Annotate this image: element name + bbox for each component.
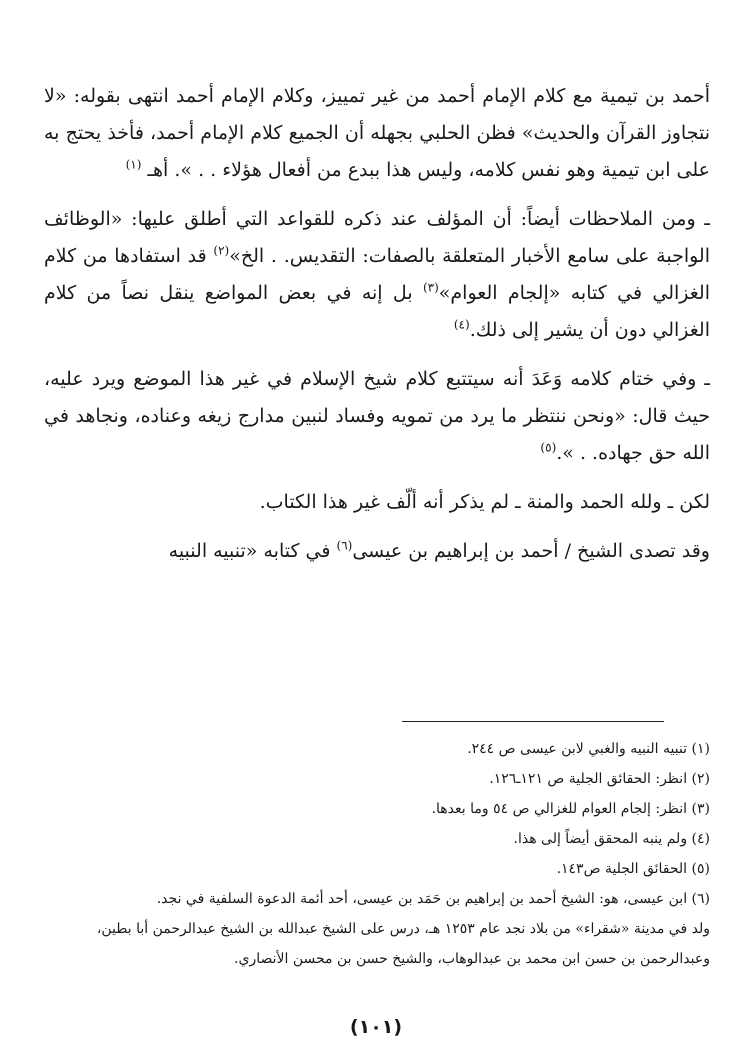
footnote-ref-2: (٢): [213, 243, 230, 258]
footnote-4: (٤) ولم ينبه المحقق أيضاً إلى هذا.: [513, 831, 710, 847]
footnote-2: (٢) انظر: الحقائق الجلية ص ١٢١ـ١٢٦.: [489, 771, 710, 787]
footnote-ref-6: (٦): [336, 538, 353, 553]
paragraph-1: أحمد بن تيمية مع كلام الإمام أحمد من غير تمييز، وكلام الإمام أحمد انتهى بقوله: «لا نتجاوز القرآن والحديث» فظن الحلبي بجهله أن الجميع كلام الإمام أحمد، فأخذ يحتج به على ابن تيمية وهو نفس كلامه، وليس هذا ببدع من أفعال هؤلاء . . ». أهـ $^{(١)}$: [44, 85, 710, 181]
footnote-1: (١) تنبيه النبيه والغبي لابن عيسى ص ٢٤٤.: [467, 741, 710, 757]
paragraph-4: لكن ـ ولله الحمد والمنة ـ لم يذكر أنه ألّف غير هذا الكتاب.: [259, 491, 710, 513]
main-text: [44, 78, 710, 582]
footnote-3: (٣) انظر: إلجام العوام للغزالي ص ٥٤ وما بعدها.: [431, 801, 710, 817]
footnote-ref-5: (٥): [540, 440, 557, 455]
footnote-6-line-3: وعبدالرحمن بن حسن ابن محمد بن عبدالوهاب، والشيخ حسن بن محسن الأنصاري.: [234, 951, 710, 967]
page-number: (١٠١): [349, 1016, 403, 1038]
paragraph-5: وقد تصدى الشيخ / أحمد بن إبراهيم بن عيسى$^{(٦)}$ في كتابه «تنبيه النبيه: [168, 538, 710, 562]
footnote-ref-4: (٤): [453, 317, 470, 332]
footnote-ref-3: (٣): [422, 280, 439, 295]
footnote-5: (٥) الحقائق الجلية ص١٤٣.: [556, 861, 710, 877]
footnotes: [44, 734, 710, 974]
footnote-divider: [402, 721, 664, 722]
footnote-6-line-2: ولد في مدينة «شقراء» من بلاد نجد عام ١٢٥٣ هـ، درس على الشيخ عبدالله بن الشيخ عبدالرحمن أبا بطين،: [96, 921, 710, 937]
paragraph-3: ـ وفي ختام كلامه وَعَدَ أنه سيتتبع كلام شيخ الإسلام في غير هذا الموضع ويرد عليه، حيث قال: «ونحن ننتظر ما يرد من تمويه وفساد لنبين مدارج زيغه وعناده، ونجاهد في الله حق جهاده. . ».$^{(٥)}$: [44, 368, 710, 464]
paragraph-2: ـ ومن الملاحظات أيضاً: أن المؤلف عند ذكره للقواعد التي أطلق عليها: «الوظائف الواجبة على سامع الأخبار المتعلقة بالصفات: التقديس. . الخ»$^{(٢)}$ قد استفادها من كلام الغزالي في كتابه «إلجام العوام»$^{(٣)}$ بل إنه في بعض المواضع ينقل نصاً من كلام الغزالي دون أن يشير إلى ذلك.$^{(٤)}$: [44, 208, 710, 341]
footnote-ref-1: (١): [125, 157, 142, 172]
footnote-6: (٦) ابن عيسى، هو: الشيخ أحمد بن إبراهيم بن حَمَد بن عيسى، أحد أئمة الدعوة السلفية في نجد.: [156, 891, 710, 907]
